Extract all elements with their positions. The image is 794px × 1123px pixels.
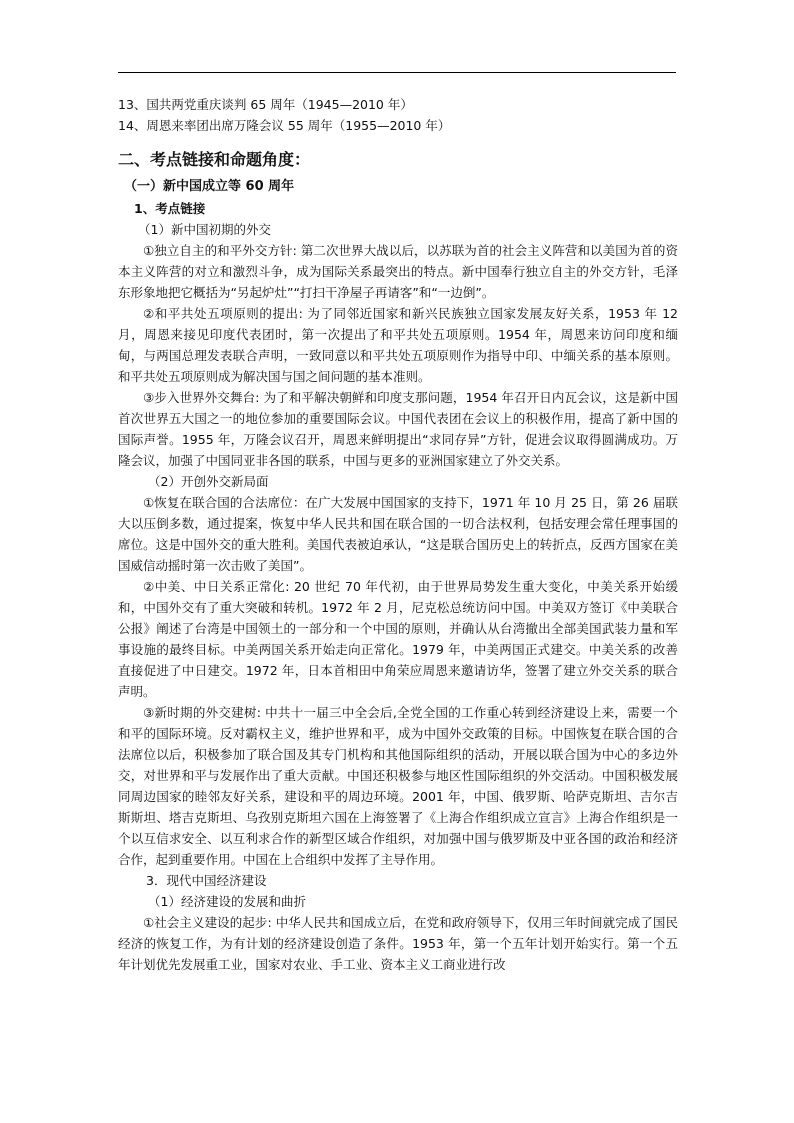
point-title: 1、考点链接 (134, 201, 206, 216)
subsection-title: （一）新中国成立等 60 周年 (124, 179, 295, 194)
paragraph: ①社会主义建设的起步: 中华人民共和国成立后，在党和政府领导下，仅用三年时间就完成了国民经济的恢复工作，为有计划的经济建设创造了条件。1953 年，第一个五年计划开始实行。第一个五年计划优先发展重工业，国家对农业、手工业、资本主义工商业进行改 (118, 915, 678, 972)
point3-title: 3．现代中国经济建设 (146, 873, 267, 888)
anniversary-item-13: 13、国共两党重庆谈判 65 周年（1945—2010 年） (118, 97, 413, 112)
sub1-title: （1）新中国初期的外交 (138, 222, 271, 237)
paragraph: ③步入世界外交舞台: 为了和平解决朝鲜和印度支那问题，1954 年召开日内瓦会议，这是新中国首次世界五大国之一的地位参加的重要国际会议。中国代表团在会议上的积极作用，提高了新中国的国际声誉。1955 年，万隆会议召开，周恩来鲜明提出“求同存异”方针，促进会议取得圆满成功。万隆会议，加强了中国同亚非各国的联系，中国与更多的亚洲国家建立了外交关系。 (118, 390, 678, 468)
paragraph: ①恢复在联合国的合法席位：在广大发展中国国家的支持下，1971 年 10 月 25 日，第 26 届联大以压倒多数，通过提案，恢复中华人民共和国在联合国的一切合法权利，包括安理会常任理事国的席位。这是中国外交的重大胜利。美国代表被迫承认，“这是联合国历史上的转折点，反西方国家在美国威信动摇时第一次击败了美国”。 (118, 495, 678, 573)
paragraph: ①独立自主的和平外交方针: 第二次世界大战以后，以苏联为首的社会主义阵营和以美国为首的资本主义阵营的对立和激烈斗争，成为国际关系最突出的特点。新中国奉行独立自主的外交方针，毛泽东形象地把它概括为“另起炉灶”“打扫干净屋子再请客”和“一边倒”。 (118, 243, 678, 300)
section-title: 二、考点链接和命题角度： (118, 150, 311, 169)
sub3-title: （1）经济建设的发展和曲折 (148, 894, 306, 909)
anniversary-item-14: 14、周恩来率团出席万隆会议 55 周年（1955—2010 年） (118, 118, 451, 133)
paragraph: ②中美、中日关系正常化: 20 世纪 70 年代初，由于世界局势发生重大变化，中美关系开始缓和，中国外交有了重大突破和转机。1972 年 2 月，尼克松总统访问中国。中美双方签订《中美联合公报》阐述了台湾是中国领土的一部分和一个中国的原则，并确认从台湾撤出全部美国武装力量和军事设施的最终目标。中美两国关系开始走向正常化。1979 年，中美两国正式建交。中美关系的改善直接促进了中日建交。1972 年，日本首相田中角荣应周恩来邀请访华，签署了建立外交关系的联合声明。 (118, 579, 678, 699)
document-page (118, 94, 678, 975)
paragraph: ②和平共处五项原则的提出: 为了同邻近国家和新兴民族独立国家发展友好关系，1953 年 12 月，周恩来接见印度代表团时，第一次提出了和平共处五项原则。1954 年，周恩来访问印度和缅甸，与两国总理发表联合声明，一致同意以和平共处五项原则作为指导中印、中缅关系的基本原则。和平共处五项原则成为解决国与国之间问题的基本准则。 (118, 306, 678, 384)
header-rule (118, 72, 676, 73)
paragraph: ③新时期的外交建树: 中共十一届三中全会后,全党全国的工作重心转到经济建设上来，需要一个和平的国际环境。反对霸权主义，维护世界和平，成为中国外交政策的目标。中国恢复在联合国的合法席位以后，积极参加了联合国及其专门机构和其他国际组织的活动，开展以联合国为中心的多边外交，对世界和平与发展作出了重大贡献。中国还积极参与地区性国际组织的外交活动。中国积极发展同周边国家的睦邻友好关系，建设和平的周边环境。2001 年，中国、俄罗斯、哈萨克斯坦、吉尔吉斯斯坦、塔吉克斯坦、乌孜别克斯坦六国在上海签署了《上海合作组织成立宣言》上海合作组织是一个以互信求安全、以互利求合作的新型区域合作组织，对加强中国与俄罗斯及中亚各国的政治和经济合作，起到重要作用。中国在上合组织中发挥了主导作用。 (118, 705, 678, 867)
sub2-title: （2）开创外交新局面 (148, 474, 269, 489)
